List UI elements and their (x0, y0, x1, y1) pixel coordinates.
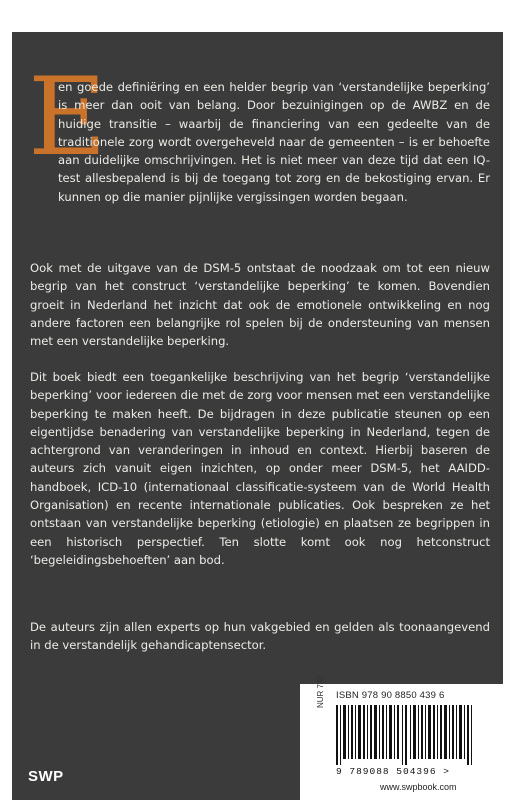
drop-cap: E (28, 55, 107, 180)
publisher-website: www.swpbook.com (380, 782, 457, 792)
book-description-paragraph: Dit boek biedt een toegankelijke beschrijving van het begrip ‘verstandelijke beperking’ voor iedereen die met de zorg voor mensen met een verstandelijke beperking te maken heeft. De bijdragen in deze publicatie steunen op een eigentijdse benadering van verstandelijke beperking in Nederland, tegen de achtergrond van veranderingen in inhoud en context. Hierbij baseren de auteurs zich vanuit eigen inzichten, op onder meer DSM-5, het AAIDD-handboek, ICD-10 (internationaal classificatie-systeem van de World Health Organisation) en recente internationale publicaties. Ook bespreken ze het ontstaan van verstandelijke beperking (etiologie) en plaatsen ze begrippen in een historisch perspectief. Ten slotte komt ook nog hetconstruct ‘begeleidingsbehoeften’ aan bod. (30, 370, 490, 567)
authors-paragraph: De auteurs zijn allen experts op hun vakgebied en gelden als toonaangevend in de verstandelijk gehandicaptensector. (30, 620, 490, 653)
intro-paragraph: en goede definiëring en een helder begrip van ‘verstandelijke beperking’ is meer dan ooit van belang. Door bezuinigingen op de AWBZ en de huidige transitie – waarbij de financiering van een gedeelte van de traditionele zorg wordt overgeheveld naar de gemeenten – is er behoefte aan duidelijke omschrijvingen. Het is niet meer van deze tijd dat een IQ-test allesbepalend is bij de toegang tot zorg en de bekostiging ervan. Er kunnen op die manier pijnlijke vergissingen worden begaan. (58, 80, 490, 204)
barcode-image (336, 705, 486, 765)
publisher-logo: SWP (28, 768, 64, 785)
nur-code: NUR 740 (316, 675, 325, 708)
dsm-paragraph: Ook met de uitgave van de DSM-5 ontstaat de noodzaak om tot een nieuw begrip van het construct ‘verstandelijke beperking’ te komen. Bovendien groeit in Nederland het inzicht dat ook de emotionele ontwikkeling en nog andere factoren een belangrijke rol spelen bij de ondersteuning van mensen met een verstandelijke beperking. (30, 261, 490, 349)
barcode-number: 9 789088 504396 > (336, 766, 450, 777)
isbn: ISBN 978 90 8850 439 6 (336, 690, 445, 701)
